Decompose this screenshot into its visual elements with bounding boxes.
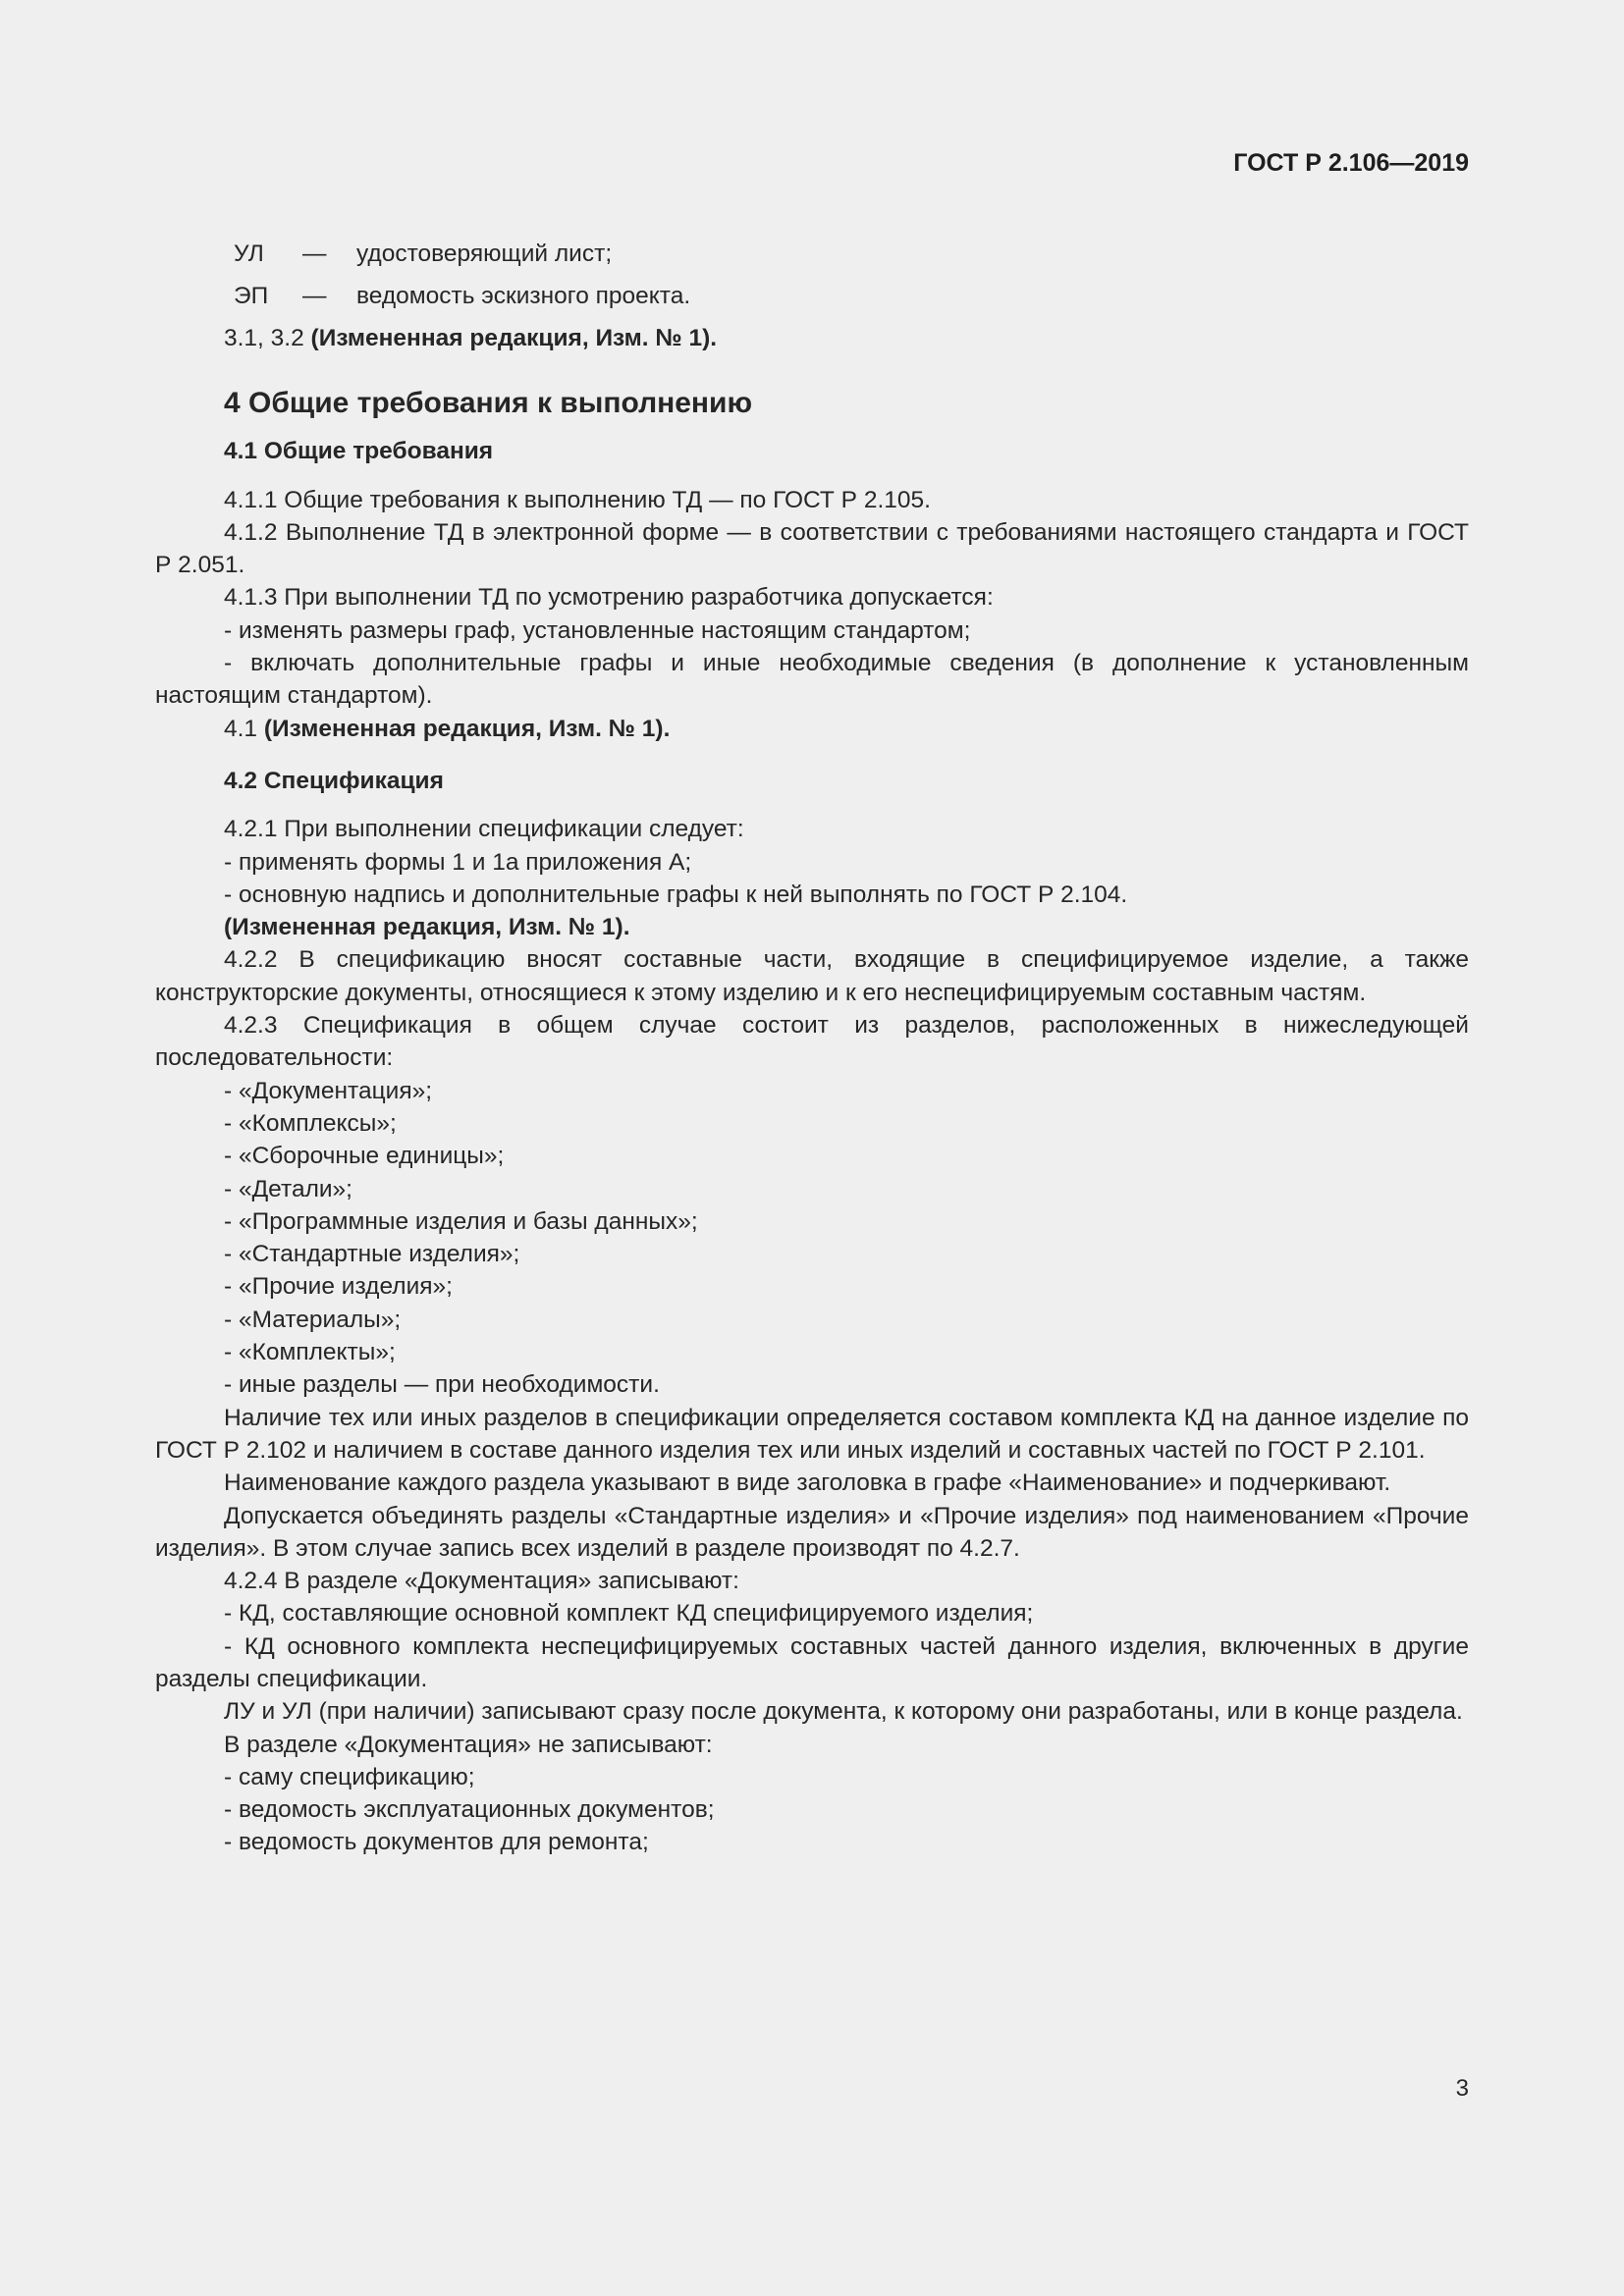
clause-4-1-1: 4.1.1 Общие требования к выполнению ТД — по ГОСТ Р 2.105. [224, 486, 931, 513]
list-item: - основную надпись и дополнительные графы к ней выполнять по ГОСТ Р 2.104. [224, 881, 1128, 908]
amendment-note-3 [155, 322, 1469, 354]
spec-section-item: - «Комплекты»; [224, 1339, 396, 1366]
list-item: - КД, составляющие основной комплект КД специфицируемого изделия; [224, 1600, 1034, 1628]
spec-section-item: - «Прочие изделия»; [224, 1273, 453, 1301]
abbreviation-definition: удостоверяющий лист; [356, 240, 613, 267]
clause-4-2-2: 4.2.2 В спецификацию вносят составные части, входящие в специфицируемое изделие, а также конструкторские документы, относящиеся к этому изделию и к его неспецифицируемым составным частям. [155, 946, 1469, 1006]
abbreviation-row-ep [234, 280, 1469, 322]
amendment-label: (Измененная редакция, Изм. № 1). [263, 715, 671, 742]
amendment-ref: 3.1, 3.2 [224, 325, 311, 351]
list-item [155, 1630, 1469, 1696]
list-item: - применять формы 1 и 1а приложения А; [224, 848, 692, 876]
abbreviation-definition: ведомость эскизного проекта. [356, 283, 691, 309]
doc-code-header: ГОСТ Р 2.106—2019 [1233, 149, 1469, 177]
spec-section-item: - «Документация»; [224, 1077, 433, 1104]
list-item-text: - КД основного комплекта неспецифицируемых составных частей данного изделия, включенных в другие разделы спецификации. [155, 1632, 1469, 1692]
clause-4-1-3: 4.1.3 При выполнении ТД по усмотрению разработчика допускается: [224, 584, 994, 612]
subsection-4-2-heading: 4.2 Спецификация [224, 767, 444, 794]
page-number: 3 [1455, 2075, 1469, 2102]
amendment-label: (Измененная редакция, Изм. № 1). [224, 914, 630, 941]
abbreviation-dash: — [302, 240, 327, 267]
abbreviation-term: ЭП [234, 283, 269, 309]
subsection-4-1-heading: 4.1 Общие требования [224, 438, 494, 465]
abbreviation-dash: — [302, 283, 327, 309]
abbreviation-term: УЛ [234, 240, 264, 267]
list-item-text: - включать дополнительные графы и иные необходимые сведения (в дополнение к установленным настоящим стандартом). [155, 650, 1469, 710]
amendment-label: (Измененная редакция, Изм. № 1). [310, 325, 718, 351]
amendment-note-4-1 [155, 713, 1469, 745]
paragraph-not-recorded: В разделе «Документация» не записывают: [224, 1731, 713, 1758]
amendment-ref: 4.1 [224, 715, 264, 742]
clause-4-2-3: 4.2.3 Спецификация в общем случае состоит из разделов, расположенных в нижеследующей последовательности: [155, 1012, 1469, 1072]
spec-section-item: - «Стандартные изделия»; [224, 1241, 520, 1268]
list-item: - ведомость документов для ремонта; [224, 1829, 649, 1856]
spec-section-item: - «Программные изделия и базы данных»; [224, 1207, 698, 1235]
list-item: - саму спецификацию; [224, 1763, 475, 1790]
section-4-heading: 4 Общие требования к выполнению [224, 387, 753, 420]
paragraph-lu-ul: ЛУ и УЛ (при наличии) записывают сразу после документа, к которому они разработаны, или в конце раздела. [224, 1698, 1463, 1726]
clause-4-2-1: 4.2.1 При выполнении спецификации следует: [224, 816, 744, 843]
list-item: - ведомость эксплуатационных документов; [224, 1796, 715, 1824]
spec-section-item: - «Комплексы»; [224, 1109, 397, 1137]
paragraph-section-naming: Наименование каждого раздела указывают в виде заголовка в графе «Наименование» и подчеркивают. [224, 1469, 1391, 1497]
page-content [155, 238, 1469, 1859]
clause-4-1-2: 4.1.2 Выполнение ТД в электронной форме — в соответствии с требованиями настоящего стандарта и ГОСТ Р 2.051. [155, 518, 1469, 579]
paragraph-section-presence: Наличие тех или иных разделов в спецификации определяется составом комплекта КД на данное изделие по ГОСТ Р 2.102 и наличием в составе данного изделия тех или иных изделий и составных частей по ГОСТ Р 2.101. [155, 1404, 1469, 1464]
list-item [155, 647, 1469, 713]
clause-4-2-4: 4.2.4 В разделе «Документация» записывают: [224, 1568, 739, 1595]
spec-section-item: - «Детали»; [224, 1175, 352, 1202]
spec-section-item: - иные разделы — при необходимости. [224, 1371, 660, 1399]
list-item: - изменять размеры граф, установленные настоящим стандартом; [224, 616, 971, 644]
spec-section-item: - «Материалы»; [224, 1306, 402, 1333]
abbreviation-row-ul [234, 238, 1469, 280]
paragraph-section-merge: Допускается объединять разделы «Стандартные изделия» и «Прочие изделия» под наименованием «Прочие изделия». В этом случае запись всех изделий в разделе производят по 4.2.7. [155, 1502, 1469, 1562]
spec-section-item: - «Сборочные единицы»; [224, 1143, 505, 1170]
